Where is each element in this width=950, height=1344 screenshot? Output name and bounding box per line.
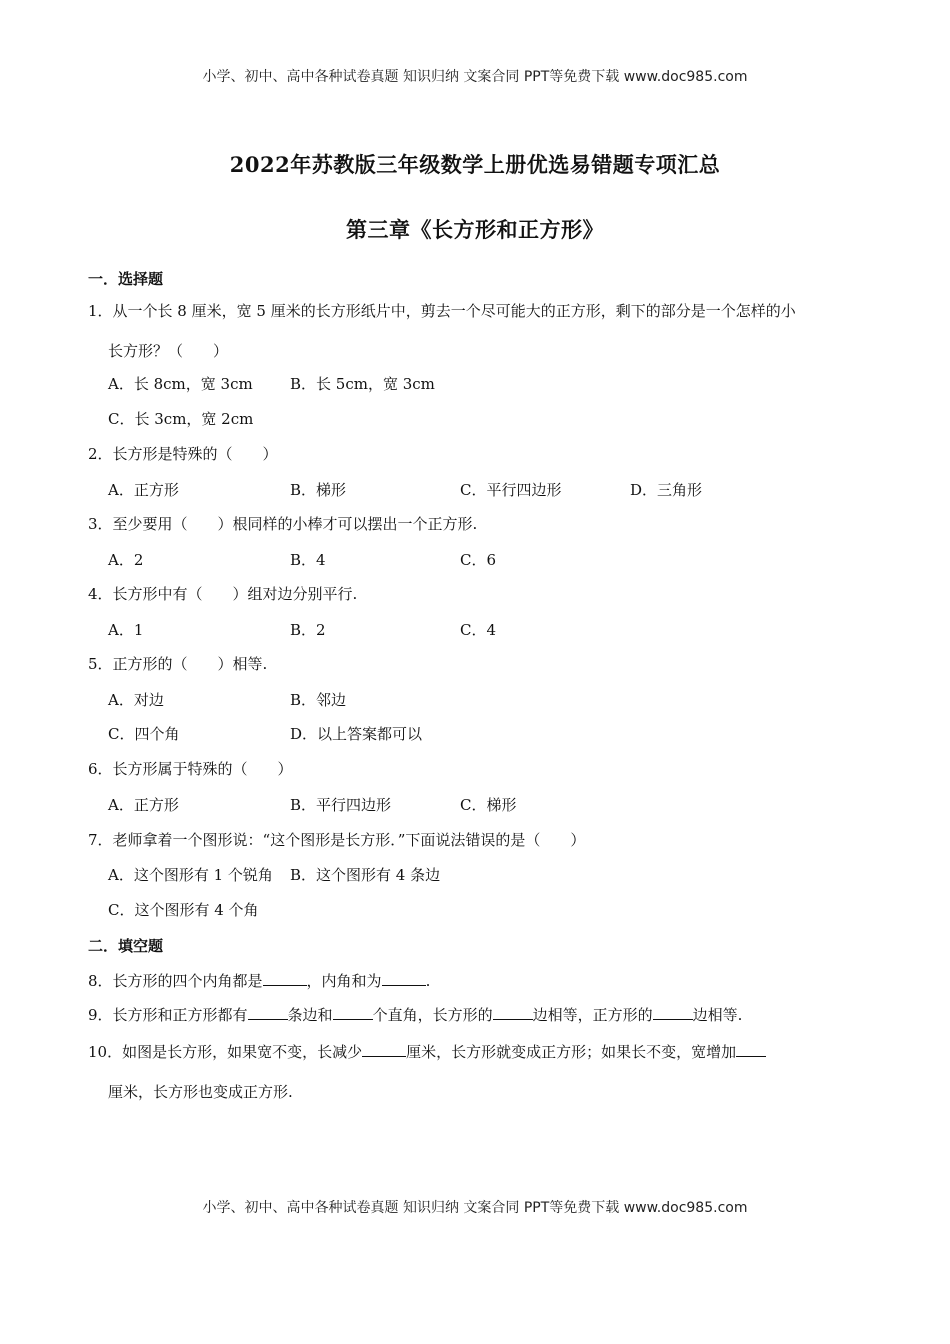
- question-7-stem: 7．老师拿着一个图形说：“这个图形是长方形．”下面说法错误的是（ ）: [88, 831, 586, 849]
- question-3-option-a: A．2: [108, 551, 144, 569]
- question-6-option-a: A．正方形: [108, 796, 179, 814]
- question-3-option-c: C．6: [460, 551, 497, 569]
- question-7-option-c: C．这个图形有 4 个角: [108, 901, 259, 919]
- question-9-text-1: 9．长方形和正方形都有: [88, 1006, 248, 1024]
- section-fill-heading: 二．填空题: [88, 937, 164, 955]
- chapter-title: 第三章《长方形和正方形》: [346, 217, 604, 242]
- question-7-option-a: A．这个图形有 1 个锐角: [108, 866, 273, 884]
- question-7-option-b: B．这个图形有 4 条边: [290, 866, 441, 884]
- answer-blank[interactable]: [653, 1005, 693, 1020]
- question-3-option-b: B．4: [290, 551, 326, 569]
- question-8-text-2: ，内角和为: [306, 972, 382, 990]
- question-5-option-d: D．以上答案都可以: [290, 725, 423, 743]
- page-footer: 小学、初中、高中各种试卷真题 知识归纳 文案合同 PPT等免费下载 www.doc985.com: [202, 1200, 748, 1216]
- answer-blank[interactable]: [362, 1042, 406, 1057]
- question-2-option-b: B．梯形: [290, 481, 347, 499]
- question-8: [88, 970, 878, 991]
- question-10-text-2: 厘米，长方形就变成正方形；如果长不变，宽增加: [406, 1043, 737, 1061]
- question-6-option-b: B．平行四边形: [290, 796, 392, 814]
- answer-blank[interactable]: [382, 971, 426, 986]
- question-4-option-c: C．4: [460, 621, 497, 639]
- question-3-stem: 3．至少要用（ ）根同样的小棒才可以摆出一个正方形.: [88, 515, 478, 533]
- question-1-option-c: C．长 3cm，宽 2cm: [108, 410, 254, 428]
- section-choice-heading: 一．选择题: [88, 270, 164, 288]
- question-4-option-a: A．1: [108, 621, 144, 639]
- question-1-option-b: B．长 5cm，宽 3cm: [290, 375, 435, 393]
- page-header: 小学、初中、高中各种试卷真题 知识归纳 文案合同 PPT等免费下载 www.doc985.com: [202, 69, 748, 85]
- question-8-text-3: .: [425, 972, 431, 990]
- question-6-option-c: C．梯形: [460, 796, 517, 814]
- question-1-option-a: A．长 8cm，宽 3cm: [108, 375, 253, 393]
- question-9: [88, 1004, 878, 1025]
- question-2-option-d: D．三角形: [630, 481, 703, 499]
- answer-blank[interactable]: [263, 971, 307, 986]
- question-2-option-a: A．正方形: [108, 481, 179, 499]
- document-title: 2022年苏教版三年级数学上册优选易错题专项汇总: [229, 152, 721, 177]
- question-8-text-1: 8．长方形的四个内角都是: [88, 972, 263, 990]
- answer-blank[interactable]: [736, 1042, 766, 1057]
- question-10-text-1: 10．如图是长方形，如果宽不变，长减少: [88, 1043, 363, 1061]
- question-5-stem: 5．正方形的（ ）相等.: [88, 655, 268, 673]
- question-2-option-c: C．平行四边形: [460, 481, 562, 499]
- answer-blank[interactable]: [248, 1005, 288, 1020]
- question-9-text-5: 边相等.: [692, 1006, 743, 1024]
- question-6-stem: 6．长方形属于特殊的（ ）: [88, 760, 293, 778]
- question-4-option-b: B．2: [290, 621, 326, 639]
- question-4-stem: 4．长方形中有（ ）组对边分别平行.: [88, 585, 358, 603]
- question-9-text-3: 个直角，长方形的: [372, 1006, 493, 1024]
- question-9-text-4: 边相等，正方形的: [532, 1006, 653, 1024]
- answer-blank[interactable]: [333, 1005, 373, 1020]
- question-1-line1: 1．从一个长 8 厘米，宽 5 厘米的长方形纸片中，剪去一个尽可能大的正方形，剩下的部分是一个怎样的小: [88, 302, 796, 320]
- question-9-text-2: 条边和: [287, 1006, 333, 1024]
- question-5-option-a: A．对边: [108, 691, 164, 709]
- question-5-option-b: B．邻边: [290, 691, 347, 709]
- question-10-line1: [88, 1041, 878, 1062]
- question-2-stem: 2．长方形是特殊的（ ）: [88, 445, 278, 463]
- question-1-line2: 长方形？（ ）: [108, 342, 229, 360]
- question-5-option-c: C．四个角: [108, 725, 180, 743]
- question-10-line2: 厘米，长方形也变成正方形.: [108, 1083, 293, 1101]
- answer-blank[interactable]: [493, 1005, 533, 1020]
